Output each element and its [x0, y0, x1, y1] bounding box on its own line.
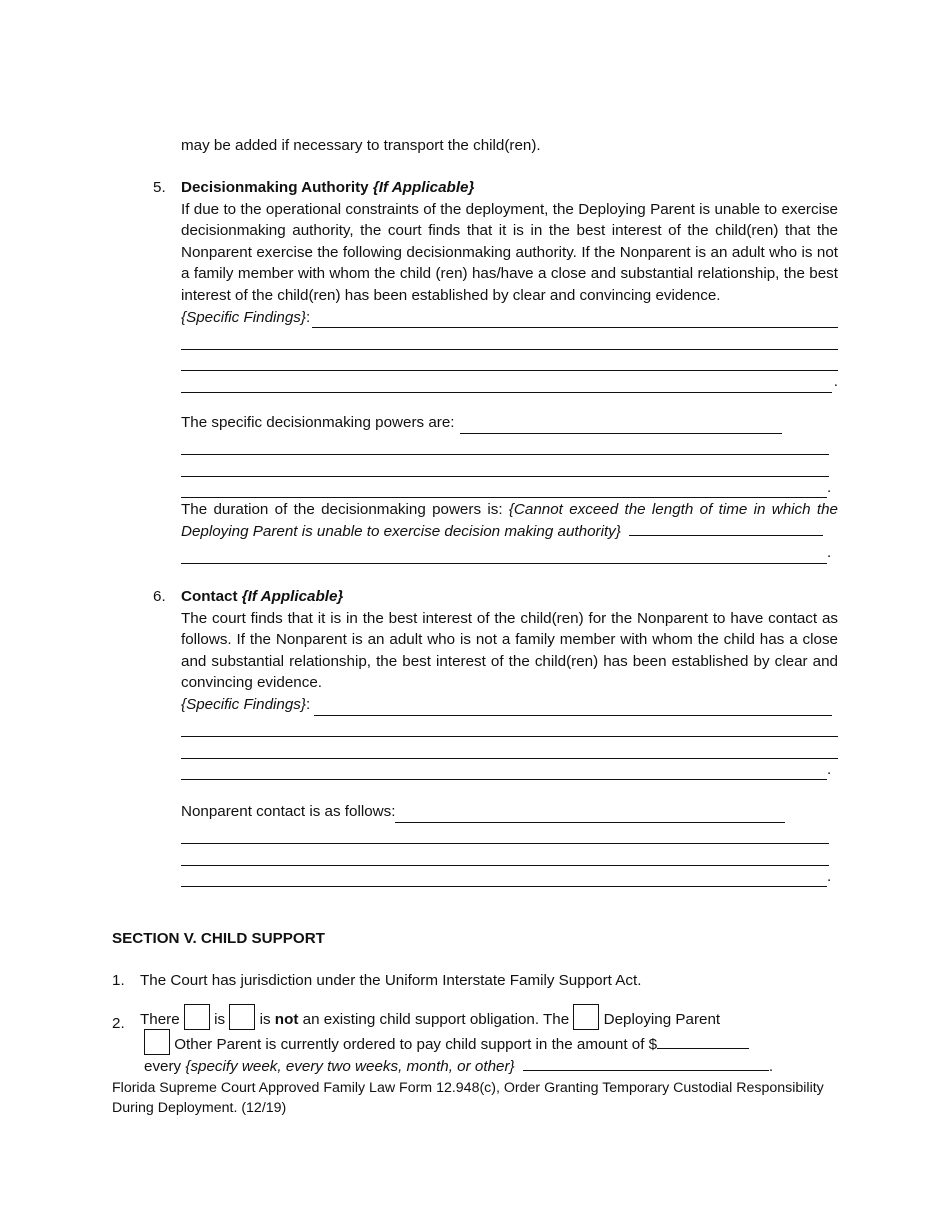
item5-number: 5. [153, 179, 166, 196]
item6-findings-line[interactable] [181, 716, 838, 738]
item6-contact-line[interactable] [181, 844, 829, 866]
section5-item2-there: There [140, 1011, 180, 1028]
footer-line2: During Deployment. (12/19) [112, 1100, 287, 1116]
item5-powers-line[interactable] [181, 434, 829, 456]
item6-findings-blank[interactable] [314, 701, 832, 716]
item6-findings-row: {Specific Findings} : [181, 694, 838, 716]
section5-item2-line3: every {specify week, every two weeks, month, or other} . [144, 1058, 774, 1075]
item5-powers-label: The specific decisionmaking powers are: [181, 414, 455, 431]
section5-item1-text: The Court has jurisdiction under the Uniform Interstate Family Support Act. [140, 972, 642, 989]
intro-line: may be added if necessary to transport the child(ren). [181, 137, 541, 154]
item5-block [181, 177, 838, 393]
other-parent-checkbox[interactable] [144, 1029, 170, 1055]
item5-powers-line[interactable] [181, 455, 829, 477]
item6-findings-label: {Specific Findings} [181, 695, 306, 713]
item5-findings-line[interactable] [181, 350, 838, 372]
item5-heading [181, 177, 838, 199]
section5-item2-not: not [274, 1011, 299, 1028]
item5-findings-row: {Specific Findings} : [181, 307, 838, 329]
footer [112, 1078, 872, 1118]
item6-findings-line[interactable] [181, 737, 838, 759]
item5-duration-label: The duration of the decisionmaking powers is: [181, 501, 503, 518]
item5-powers-blank[interactable] [460, 419, 782, 434]
item5-findings-label: {Specific Findings} [181, 308, 306, 326]
item5-duration-block [181, 499, 838, 564]
item6-qualifier: {If Applicable} [241, 588, 344, 605]
item5-title: Decisionmaking Authority [181, 179, 369, 196]
amount-blank[interactable] [657, 1034, 749, 1049]
section5-item2-specify: {specify week, every two weeks, month, or other} [185, 1058, 515, 1075]
item6-contact-block [181, 801, 838, 887]
item6-block [181, 586, 838, 780]
section5-item2-rest: an existing child support obligation. The [302, 1011, 570, 1028]
item6-number: 6. [153, 588, 166, 605]
item5-duration-line-end[interactable]: . [181, 542, 838, 564]
item6-findings-line-end[interactable]: . [181, 759, 838, 781]
no-obligation-checkbox[interactable] [229, 1004, 255, 1030]
item6-contact-label: Nonparent contact is as follows: [181, 803, 396, 820]
item5-findings-line-end[interactable]: . [181, 371, 838, 393]
item5-powers-block [181, 412, 838, 498]
section5-item1-number: 1. [112, 972, 125, 989]
item6-body: The court finds that it is in the best interest of the child(ren) for the Nonparent to have contact as follows. If the Nonparent is an adult who is not a family member with whom the child has a close and substantial relationship, the best interest of the child(ren) has been established by clear and convincing evidence. [181, 609, 838, 692]
deploying-parent-checkbox[interactable] [573, 1004, 599, 1030]
item5-powers-line-end[interactable]: . [181, 477, 838, 499]
section5-item2-deploying: Deploying Parent [603, 1011, 721, 1028]
section5-item2-every: every [144, 1058, 182, 1075]
item5-body: If due to the operational constraints of the deployment, the Deploying Parent is unable to exercise decisionmaking authority, the court finds that it is in the best interest of the child(ren) that the Nonparent exercise the following decisionmaking authority. If the Nonparent is an adult who is not a family member with whom the child (ren) has/have a close and substantial relationship, the best interest of the child(ren) has been established by clear and convincing evidence. [181, 200, 838, 304]
section5-item2-is: is [214, 1011, 226, 1028]
section5-heading: SECTION V. CHILD SUPPORT [112, 930, 325, 947]
item5-findings-line[interactable] [181, 328, 838, 350]
item5-duration-note: {Cannot exceed the length of time in which the Deploying Parent is unable to exercise decision making authority} [181, 501, 838, 540]
section5-item2-is2: is [259, 1011, 271, 1028]
item6-heading [181, 586, 838, 608]
item5-duration-text [181, 499, 838, 542]
item5-qualifier: {If Applicable} [372, 179, 475, 196]
frequency-blank[interactable] [523, 1056, 769, 1071]
item6-title: Contact [181, 588, 238, 605]
item6-contact-line-end[interactable]: . [181, 866, 838, 888]
item6-contact-line[interactable] [181, 823, 829, 845]
item6-contact-blank[interactable] [395, 808, 785, 823]
section5-item2-number: 2. [112, 1015, 125, 1032]
item6-contact-row [181, 801, 838, 823]
section5-item2-other: Other Parent is currently ordered to pay child support in the amount of $ [174, 1036, 658, 1053]
section5-item2-line1 [140, 1004, 860, 1030]
item5-powers-row [181, 412, 838, 434]
section5-item2-line2 [144, 1029, 844, 1056]
item5-duration-blank[interactable] [629, 521, 823, 536]
footer-line1: Florida Supreme Court Approved Family Law Form 12.948(c), Order Granting Temporary Custodial Responsibility [112, 1080, 824, 1096]
existing-obligation-checkbox[interactable] [184, 1004, 210, 1030]
item5-findings-blank[interactable] [312, 312, 838, 328]
